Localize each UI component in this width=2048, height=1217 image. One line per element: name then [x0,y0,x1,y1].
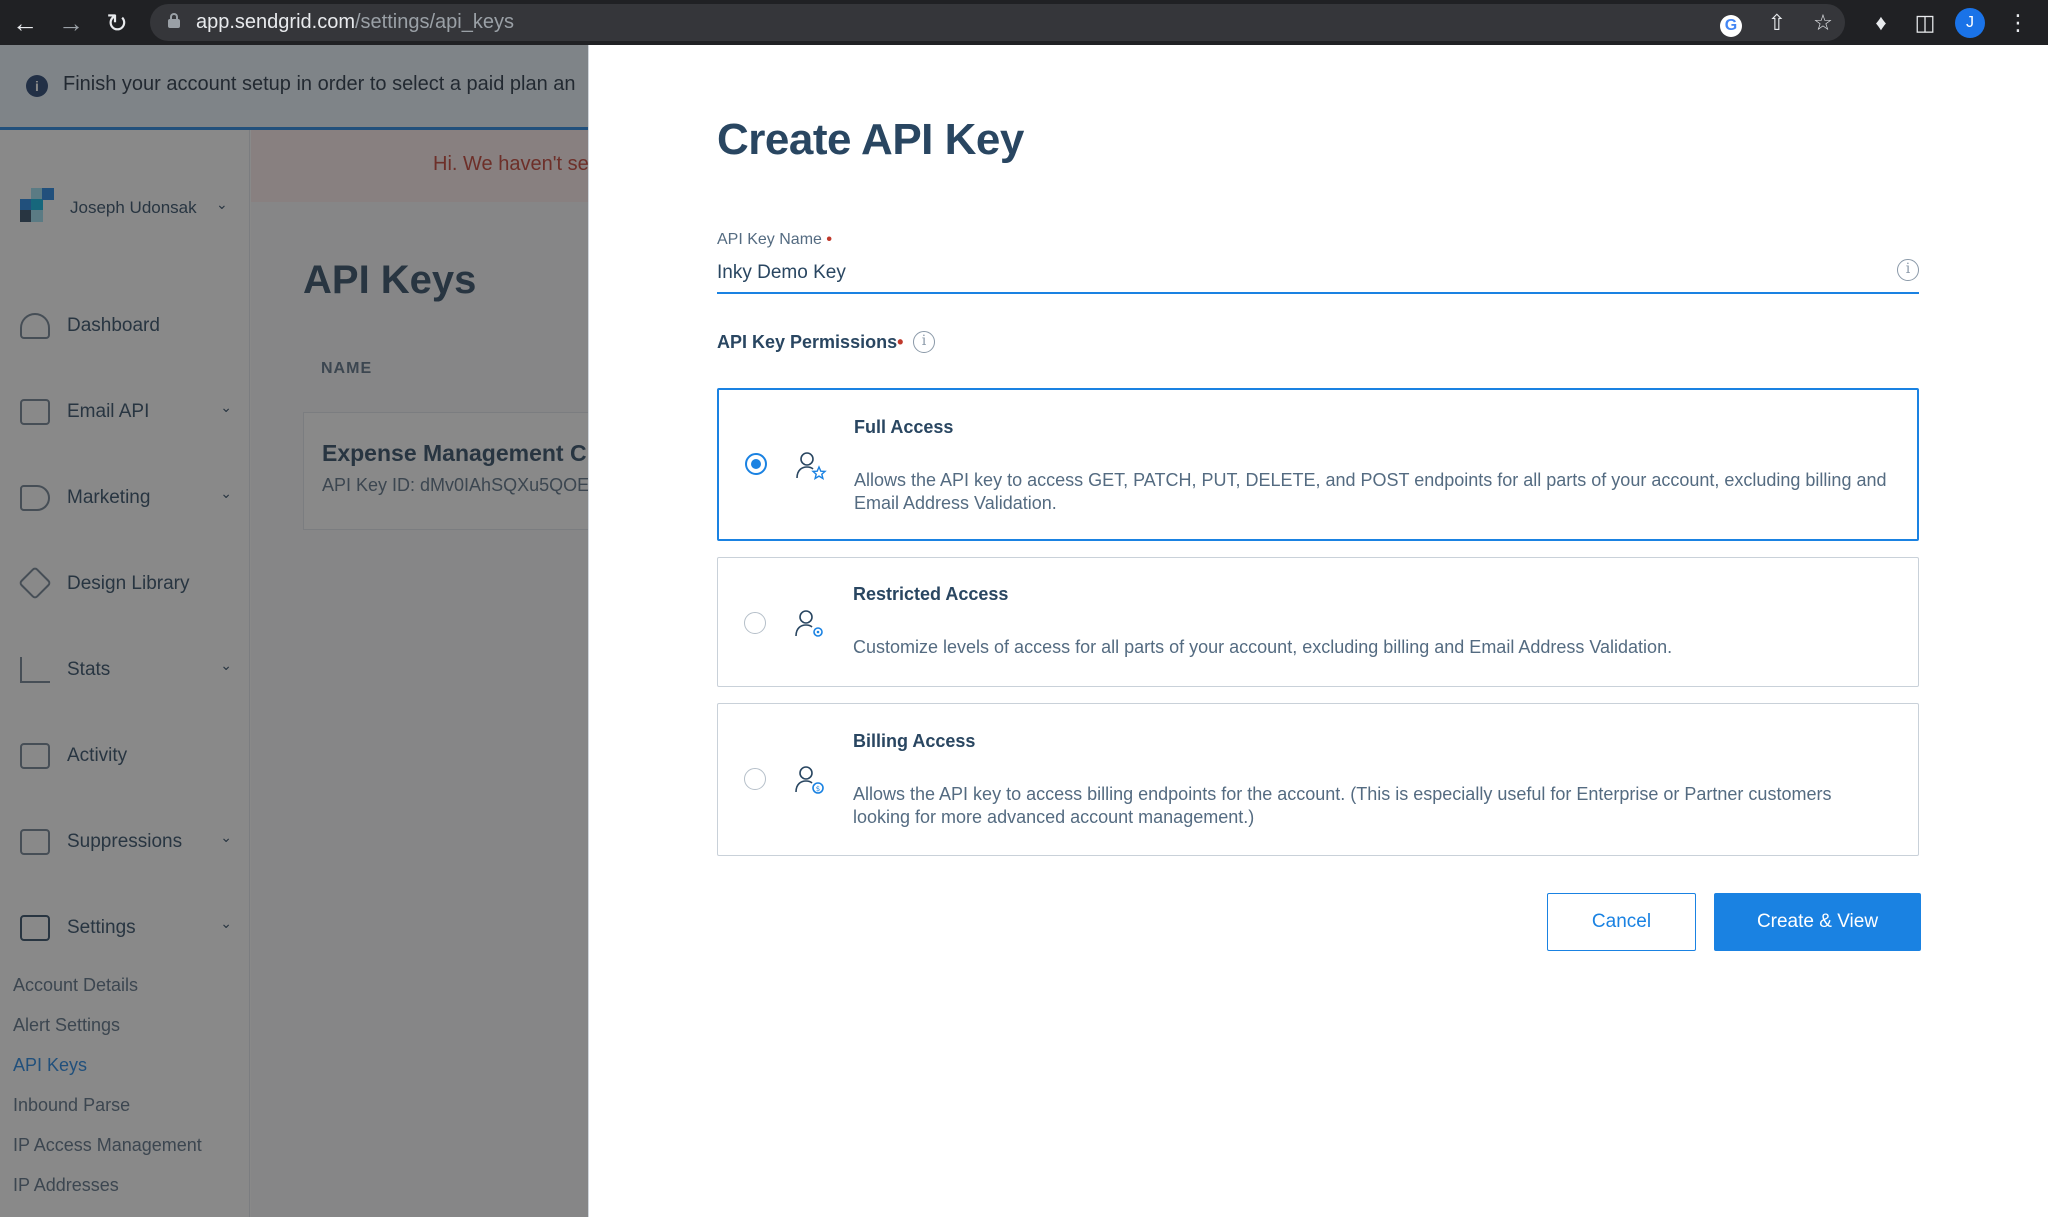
browser-toolbar [0,0,2048,45]
required-marker: • [826,231,832,248]
permission-option-full-access[interactable] [717,388,1919,541]
permission-description: Customize levels of access for all parts of your account, excluding billing and Email Address Validation. [853,637,1673,657]
info-icon[interactable]: i [913,331,935,353]
create-api-key-panel [588,45,2048,1217]
google-icon[interactable]: G [1716,8,1746,38]
api-key-name-input[interactable] [717,254,1919,294]
info-icon[interactable]: i [1897,259,1919,281]
url-host: app.sendgrid.com [196,11,355,33]
svg-text:$: $ [815,785,821,793]
user-star-icon [795,450,827,482]
forward-arrow-icon[interactable]: → [58,8,84,38]
url-text [196,11,514,34]
profile-avatar[interactable]: J [1955,8,1985,38]
kebab-menu-icon[interactable]: ⋮ [2007,10,2029,35]
api-key-permissions-label-text: API Key Permissions [717,332,898,352]
modal-title: Create API Key [717,115,1024,164]
share-icon[interactable]: ⇧ [1767,10,1787,35]
radio-restricted-access[interactable] [744,612,766,634]
permission-option-restricted-access[interactable] [717,557,1919,687]
bookmark-star-icon[interactable]: ☆ [1813,10,1833,35]
modal-backdrop[interactable] [0,45,589,1217]
api-key-name-label [717,231,832,249]
extensions-puzzle-icon[interactable]: ♦ [1875,10,1887,35]
lock-icon[interactable] [168,13,180,29]
api-key-name-label-text: API Key Name [717,231,822,248]
cancel-button[interactable]: Cancel [1547,893,1696,951]
back-arrow-icon[interactable]: ← [12,8,38,38]
permission-title: Full Access [854,417,954,437]
api-key-permissions-label [717,332,903,353]
permission-description: Allows the API key to access GET, PATCH, PUT, DELETE, and POST endpoints for all parts of your account, excluding billing and Email Address Validation. [854,470,1887,513]
user-gear-icon [794,608,826,640]
required-marker: • [897,332,904,352]
permission-description: Allows the API key to access billing endpoints for the account. (This is especially useful for Enterprise or Partner customers looking for more advanced account management.) [853,784,1832,827]
radio-full-access[interactable] [745,453,767,475]
url-path: /settings/api_keys [354,11,514,33]
create-and-view-button[interactable]: Create & View [1714,893,1921,951]
address-bar[interactable] [150,4,1845,41]
permission-option-billing-access[interactable] [717,703,1919,856]
radio-billing-access[interactable] [744,768,766,790]
reload-icon[interactable]: ↻ [106,8,128,38]
user-dollar-icon [794,764,826,796]
side-panel-icon[interactable]: ◫ [1914,10,1936,35]
permission-title: Billing Access [853,731,976,751]
permission-title: Restricted Access [853,584,1009,604]
